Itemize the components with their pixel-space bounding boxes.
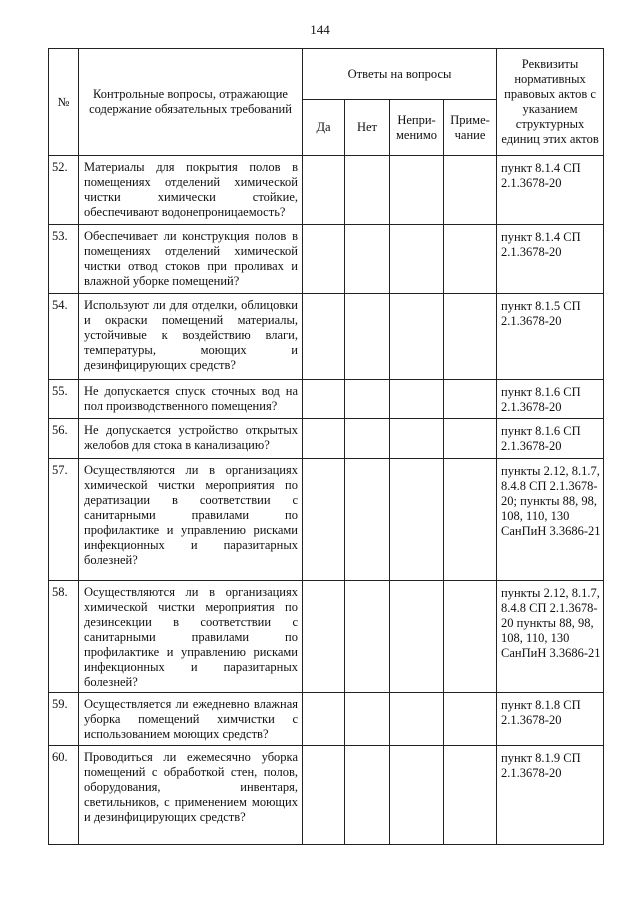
row-requisites: пункт 8.1.4 СП 2.1.3678-20 [497,156,604,225]
row-number: 58. [49,581,79,693]
row-question: Используют ли для отделки, облицовки и окраски помещений материалы, устойчивые к воздействию влаги, температуры, моющих и дезинфицирующих средств? [79,294,303,380]
table-row [49,380,604,419]
answer-yes-cell[interactable] [303,225,345,294]
answer-not-applicable-cell[interactable] [390,459,444,581]
answer-yes-cell[interactable] [303,459,345,581]
answer-not-applicable-cell[interactable] [390,294,444,380]
row-requisites: пункт 8.1.6 СП 2.1.3678-20 [497,380,604,419]
answer-yes-cell[interactable] [303,294,345,380]
answer-note-cell[interactable] [444,693,497,746]
answer-not-applicable-cell[interactable] [390,693,444,746]
answer-note-cell[interactable] [444,419,497,459]
row-number: 55. [49,380,79,419]
header-answers: Ответы на вопросы [303,49,497,100]
checklist-table [48,48,604,845]
row-question: Материалы для покрытия полов в помещениях отделений химической чистки химически стойкие, обеспечивают водонепроницаемость? [79,156,303,225]
row-requisites: пункт 8.1.6 СП 2.1.3678-20 [497,419,604,459]
row-number: 54. [49,294,79,380]
table-row [49,156,604,225]
answer-not-applicable-cell[interactable] [390,419,444,459]
answer-no-cell[interactable] [345,380,390,419]
answer-note-cell[interactable] [444,225,497,294]
answer-no-cell[interactable] [345,581,390,693]
answer-yes-cell[interactable] [303,419,345,459]
table-row [49,225,604,294]
row-question: Осуществляются ли в организациях химической чистки мероприятия по дератизации в соответствии с санитарными правилами по профилактике и управлению рисками инфекционных и паразитарных болезней? [79,459,303,581]
answer-not-applicable-cell[interactable] [390,380,444,419]
answer-note-cell[interactable] [444,581,497,693]
answer-note-cell[interactable] [444,156,497,225]
row-requisites: пункт 8.1.9 СП 2.1.3678-20 [497,746,604,845]
row-number: 52. [49,156,79,225]
row-question: Осуществляются ли в организациях химической чистки мероприятия по дезинсекции в соответствии с санитарными правилами по профилактике и управлению рисками инфекционных и паразитарных болезней? [79,581,303,693]
answer-no-cell[interactable] [345,459,390,581]
header-note-line2: чание [454,127,486,142]
row-number: 57. [49,459,79,581]
header-note-line1: Приме- [450,112,490,127]
answer-not-applicable-cell[interactable] [390,156,444,225]
header-num: № [49,49,79,156]
row-requisites: пункты 2.12, 8.1.7, 8.4.8 СП 2.1.3678-20; пункты 88, 98, 108, 110, 130 СанПиН 3.3686-21 [497,459,604,581]
row-number: 53. [49,225,79,294]
header-na-line1: Непри- [397,112,436,127]
row-number: 59. [49,693,79,746]
answer-yes-cell[interactable] [303,581,345,693]
header-note [444,100,497,156]
answer-not-applicable-cell[interactable] [390,746,444,845]
answer-no-cell[interactable] [345,419,390,459]
row-question: Проводиться ли ежемесячно уборка помещений с обработкой стен, полов, оборудования, инвентаря, светильников, с применением моющих и дезинфицирующих средств? [79,746,303,845]
header-question: Контрольные вопросы, отражающие содержание обязательных требований [79,49,303,156]
header-not-applicable [390,100,444,156]
row-number: 56. [49,419,79,459]
table-row [49,294,604,380]
answer-note-cell[interactable] [444,380,497,419]
row-question: Не допускается устройство открытых желобов для стока в канализацию? [79,419,303,459]
answer-no-cell[interactable] [345,294,390,380]
answer-no-cell[interactable] [345,746,390,845]
answer-note-cell[interactable] [444,294,497,380]
row-number: 60. [49,746,79,845]
row-question: Осуществляется ли ежедневно влажная уборка помещений химчистки с использованием моющих средств? [79,693,303,746]
answer-yes-cell[interactable] [303,693,345,746]
answer-no-cell[interactable] [345,693,390,746]
row-requisites: пункт 8.1.4 СП 2.1.3678-20 [497,225,604,294]
header-no: Нет [345,100,390,156]
answer-not-applicable-cell[interactable] [390,225,444,294]
header-row [49,49,604,100]
answer-note-cell[interactable] [444,459,497,581]
table-row [49,693,604,746]
table-row [49,581,604,693]
row-question: Обеспечивает ли конструкция полов в помещениях отделений химической чистки отвод стоков при проливах и влажной уборке помещений? [79,225,303,294]
header-na-line2: менимо [396,127,437,142]
row-requisites: пункт 8.1.8 СП 2.1.3678-20 [497,693,604,746]
answer-no-cell[interactable] [345,156,390,225]
page-number: 144 [310,22,330,37]
table-row [49,459,604,581]
answer-not-applicable-cell[interactable] [390,581,444,693]
answer-yes-cell[interactable] [303,746,345,845]
table-row [49,746,604,845]
checklist-body [49,156,604,845]
row-requisites: пункт 8.1.5 СП 2.1.3678-20 [497,294,604,380]
header-yes: Да [303,100,345,156]
row-question: Не допускается спуск сточных вод на пол производственного помещения? [79,380,303,419]
answer-yes-cell[interactable] [303,380,345,419]
row-requisites: пункты 2.12, 8.1.7, 8.4.8 СП 2.1.3678-20 пункты 88, 98, 108, 110, 130 СанПиН 3.3686-21 [497,581,604,693]
answer-no-cell[interactable] [345,225,390,294]
table-row [49,419,604,459]
answer-yes-cell[interactable] [303,156,345,225]
header-requisites: Реквизиты нормативных правовых актов с указанием структурных единиц этих актов [497,49,604,156]
answer-note-cell[interactable] [444,746,497,845]
